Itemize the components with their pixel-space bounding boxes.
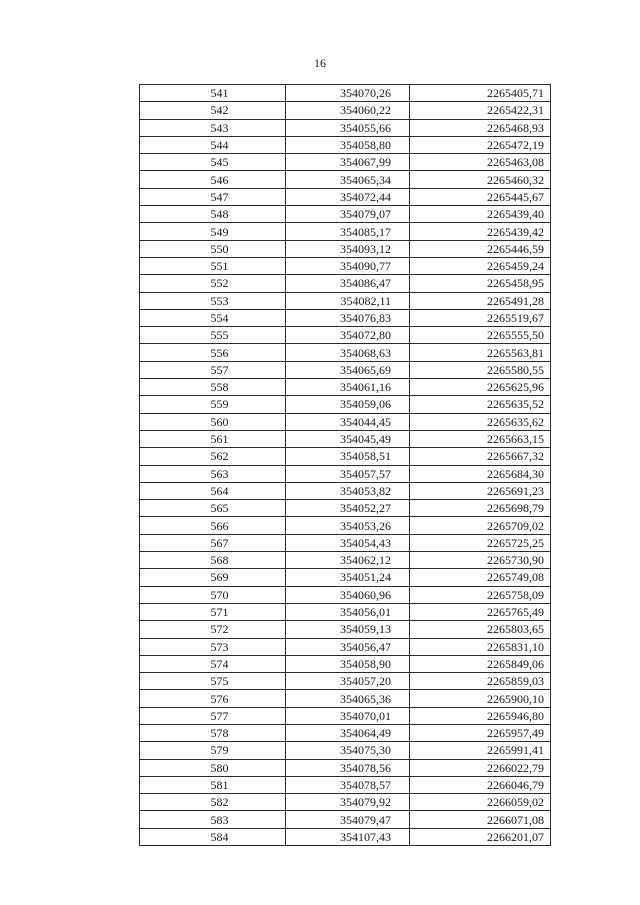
y-coordinate-cell: 2265991,41 — [410, 742, 551, 759]
table-row — [140, 327, 551, 344]
point-number-cell: 574 — [140, 655, 286, 672]
y-coordinate-cell: 2265765,49 — [410, 603, 551, 620]
point-number-cell: 582 — [140, 794, 286, 811]
coordinates-table-body — [140, 85, 551, 846]
table-row — [140, 257, 551, 274]
y-coordinate-cell: 2265725,25 — [410, 534, 551, 551]
point-number-cell: 545 — [140, 154, 286, 171]
x-coordinate-cell: 354058,90 — [286, 655, 410, 672]
point-number-cell: 552 — [140, 275, 286, 292]
x-coordinate-cell: 354044,45 — [286, 413, 410, 430]
y-coordinate-cell: 2265463,08 — [410, 154, 551, 171]
coordinates-table — [139, 84, 551, 846]
y-coordinate-cell: 2265472,19 — [410, 136, 551, 153]
point-number-cell: 554 — [140, 309, 286, 326]
y-coordinate-cell: 2265803,65 — [410, 621, 551, 638]
table-row — [140, 638, 551, 655]
x-coordinate-cell: 354068,63 — [286, 344, 410, 361]
table-row — [140, 465, 551, 482]
table-row — [140, 707, 551, 724]
point-number-cell: 566 — [140, 517, 286, 534]
table-row — [140, 188, 551, 205]
x-coordinate-cell: 354070,01 — [286, 707, 410, 724]
y-coordinate-cell: 2265555,50 — [410, 327, 551, 344]
y-coordinate-cell: 2265859,03 — [410, 673, 551, 690]
y-coordinate-cell: 2265563,81 — [410, 344, 551, 361]
table-row — [140, 275, 551, 292]
x-coordinate-cell: 354060,22 — [286, 102, 410, 119]
y-coordinate-cell: 2265663,15 — [410, 430, 551, 447]
point-number-cell: 583 — [140, 811, 286, 828]
y-coordinate-cell: 2265758,09 — [410, 586, 551, 603]
y-coordinate-cell: 2265468,93 — [410, 119, 551, 136]
table-row — [140, 206, 551, 223]
x-coordinate-cell: 354065,69 — [286, 361, 410, 378]
x-coordinate-cell: 354056,47 — [286, 638, 410, 655]
table-row — [140, 655, 551, 672]
x-coordinate-cell: 354079,07 — [286, 206, 410, 223]
y-coordinate-cell: 2265491,28 — [410, 292, 551, 309]
y-coordinate-cell: 2266201,07 — [410, 828, 551, 845]
point-number-cell: 578 — [140, 724, 286, 741]
point-number-cell: 576 — [140, 690, 286, 707]
point-number-cell: 553 — [140, 292, 286, 309]
y-coordinate-cell: 2265459,24 — [410, 257, 551, 274]
table-row — [140, 603, 551, 620]
point-number-cell: 557 — [140, 361, 286, 378]
y-coordinate-cell: 2265405,71 — [410, 85, 551, 102]
y-coordinate-cell: 2265730,90 — [410, 552, 551, 569]
y-coordinate-cell: 2265698,79 — [410, 500, 551, 517]
table-row — [140, 379, 551, 396]
x-coordinate-cell: 354056,01 — [286, 603, 410, 620]
point-number-cell: 562 — [140, 448, 286, 465]
y-coordinate-cell: 2265635,62 — [410, 413, 551, 430]
table-row — [140, 517, 551, 534]
x-coordinate-cell: 354058,80 — [286, 136, 410, 153]
y-coordinate-cell: 2265667,32 — [410, 448, 551, 465]
table-row — [140, 119, 551, 136]
table-row — [140, 500, 551, 517]
y-coordinate-cell: 2265422,31 — [410, 102, 551, 119]
y-coordinate-cell: 2265749,08 — [410, 569, 551, 586]
point-number-cell: 544 — [140, 136, 286, 153]
table-row — [140, 794, 551, 811]
x-coordinate-cell: 354065,34 — [286, 171, 410, 188]
table-row — [140, 171, 551, 188]
point-number-cell: 546 — [140, 171, 286, 188]
x-coordinate-cell: 354054,43 — [286, 534, 410, 551]
x-coordinate-cell: 354079,92 — [286, 794, 410, 811]
y-coordinate-cell: 2266059,02 — [410, 794, 551, 811]
point-number-cell: 565 — [140, 500, 286, 517]
point-number-cell: 551 — [140, 257, 286, 274]
point-number-cell: 563 — [140, 465, 286, 482]
point-number-cell: 556 — [140, 344, 286, 361]
point-number-cell: 580 — [140, 759, 286, 776]
x-coordinate-cell: 354070,26 — [286, 85, 410, 102]
x-coordinate-cell: 354067,99 — [286, 154, 410, 171]
table-row — [140, 240, 551, 257]
x-coordinate-cell: 354052,27 — [286, 500, 410, 517]
x-coordinate-cell: 354065,36 — [286, 690, 410, 707]
table-row — [140, 621, 551, 638]
point-number-cell: 569 — [140, 569, 286, 586]
page-number: 16 — [314, 56, 326, 70]
table-row — [140, 430, 551, 447]
table-row — [140, 154, 551, 171]
y-coordinate-cell: 2265580,55 — [410, 361, 551, 378]
table-row — [140, 361, 551, 378]
y-coordinate-cell: 2265439,40 — [410, 206, 551, 223]
x-coordinate-cell: 354059,13 — [286, 621, 410, 638]
x-coordinate-cell: 354055,66 — [286, 119, 410, 136]
point-number-cell: 570 — [140, 586, 286, 603]
point-number-cell: 571 — [140, 603, 286, 620]
table-row — [140, 776, 551, 793]
y-coordinate-cell: 2265957,49 — [410, 724, 551, 741]
x-coordinate-cell: 354078,56 — [286, 759, 410, 776]
x-coordinate-cell: 354064,49 — [286, 724, 410, 741]
point-number-cell: 549 — [140, 223, 286, 240]
table-row — [140, 534, 551, 551]
point-number-cell: 584 — [140, 828, 286, 845]
point-number-cell: 573 — [140, 638, 286, 655]
table-row — [140, 309, 551, 326]
x-coordinate-cell: 354045,49 — [286, 430, 410, 447]
point-number-cell: 581 — [140, 776, 286, 793]
point-number-cell: 567 — [140, 534, 286, 551]
y-coordinate-cell: 2265831,10 — [410, 638, 551, 655]
x-coordinate-cell: 354051,24 — [286, 569, 410, 586]
x-coordinate-cell: 354057,20 — [286, 673, 410, 690]
table-row — [140, 396, 551, 413]
x-coordinate-cell: 354053,82 — [286, 482, 410, 499]
table-row — [140, 690, 551, 707]
table-row — [140, 85, 551, 102]
x-coordinate-cell: 354085,17 — [286, 223, 410, 240]
table-row — [140, 448, 551, 465]
table-row — [140, 292, 551, 309]
point-number-cell: 558 — [140, 379, 286, 396]
table-row — [140, 759, 551, 776]
y-coordinate-cell: 2266071,08 — [410, 811, 551, 828]
y-coordinate-cell: 2265684,30 — [410, 465, 551, 482]
point-number-cell: 572 — [140, 621, 286, 638]
x-coordinate-cell: 354093,12 — [286, 240, 410, 257]
table-row — [140, 586, 551, 603]
table-row — [140, 673, 551, 690]
y-coordinate-cell: 2265445,67 — [410, 188, 551, 205]
y-coordinate-cell: 2265946,80 — [410, 707, 551, 724]
point-number-cell: 541 — [140, 85, 286, 102]
table-row — [140, 102, 551, 119]
point-number-cell: 547 — [140, 188, 286, 205]
y-coordinate-cell: 2266022,79 — [410, 759, 551, 776]
y-coordinate-cell: 2265900,10 — [410, 690, 551, 707]
table-row — [140, 344, 551, 361]
x-coordinate-cell: 354079,47 — [286, 811, 410, 828]
y-coordinate-cell: 2265691,23 — [410, 482, 551, 499]
point-number-cell: 542 — [140, 102, 286, 119]
x-coordinate-cell: 354053,26 — [286, 517, 410, 534]
point-number-cell: 568 — [140, 552, 286, 569]
x-coordinate-cell: 354090,77 — [286, 257, 410, 274]
y-coordinate-cell: 2265519,67 — [410, 309, 551, 326]
y-coordinate-cell: 2265635,52 — [410, 396, 551, 413]
table-row — [140, 811, 551, 828]
x-coordinate-cell: 354076,83 — [286, 309, 410, 326]
x-coordinate-cell: 354058,51 — [286, 448, 410, 465]
x-coordinate-cell: 354072,80 — [286, 327, 410, 344]
point-number-cell: 560 — [140, 413, 286, 430]
x-coordinate-cell: 354082,11 — [286, 292, 410, 309]
x-coordinate-cell: 354060,96 — [286, 586, 410, 603]
x-coordinate-cell: 354078,57 — [286, 776, 410, 793]
x-coordinate-cell: 354075,30 — [286, 742, 410, 759]
table-row — [140, 552, 551, 569]
x-coordinate-cell: 354107,43 — [286, 828, 410, 845]
x-coordinate-cell: 354059,06 — [286, 396, 410, 413]
table-row — [140, 828, 551, 845]
table-row — [140, 413, 551, 430]
table-row — [140, 569, 551, 586]
y-coordinate-cell: 2265439,42 — [410, 223, 551, 240]
y-coordinate-cell: 2265849,06 — [410, 655, 551, 672]
y-coordinate-cell: 2265625,96 — [410, 379, 551, 396]
table-row — [140, 482, 551, 499]
point-number-cell: 579 — [140, 742, 286, 759]
point-number-cell: 564 — [140, 482, 286, 499]
point-number-cell: 555 — [140, 327, 286, 344]
point-number-cell: 575 — [140, 673, 286, 690]
x-coordinate-cell: 354061,16 — [286, 379, 410, 396]
y-coordinate-cell: 2266046,79 — [410, 776, 551, 793]
point-number-cell: 561 — [140, 430, 286, 447]
table-row — [140, 724, 551, 741]
table-row — [140, 223, 551, 240]
x-coordinate-cell: 354057,57 — [286, 465, 410, 482]
y-coordinate-cell: 2265458,95 — [410, 275, 551, 292]
y-coordinate-cell: 2265446,59 — [410, 240, 551, 257]
x-coordinate-cell: 354086,47 — [286, 275, 410, 292]
point-number-cell: 543 — [140, 119, 286, 136]
y-coordinate-cell: 2265709,02 — [410, 517, 551, 534]
y-coordinate-cell: 2265460,32 — [410, 171, 551, 188]
table-row — [140, 742, 551, 759]
point-number-cell: 550 — [140, 240, 286, 257]
table-row — [140, 136, 551, 153]
point-number-cell: 548 — [140, 206, 286, 223]
point-number-cell: 559 — [140, 396, 286, 413]
x-coordinate-cell: 354062,12 — [286, 552, 410, 569]
x-coordinate-cell: 354072,44 — [286, 188, 410, 205]
point-number-cell: 577 — [140, 707, 286, 724]
